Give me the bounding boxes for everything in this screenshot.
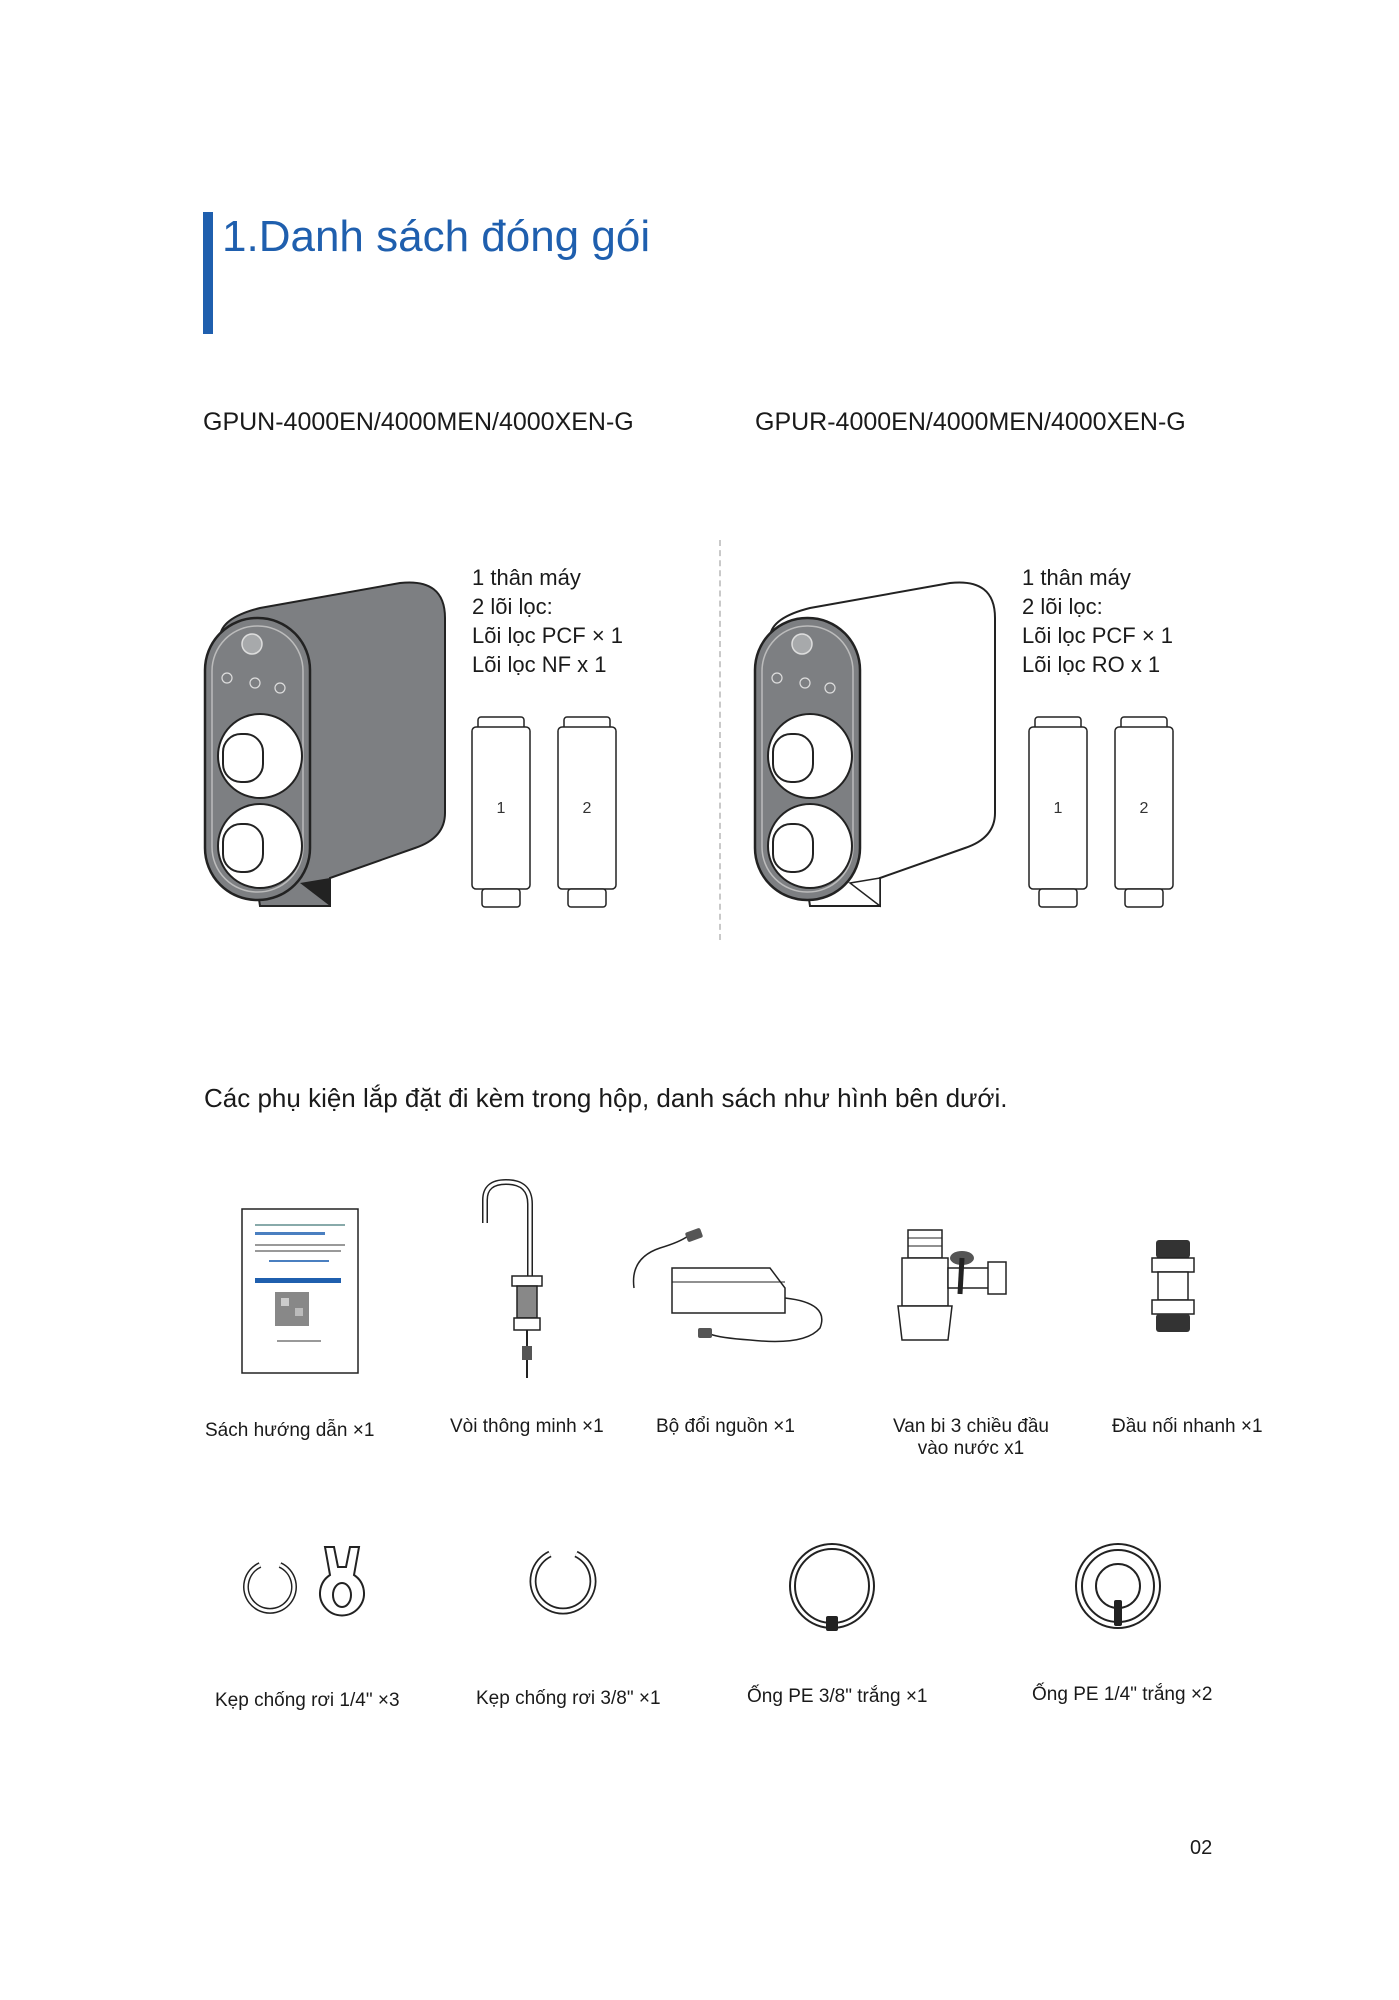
model-1-spec-list — [472, 563, 623, 679]
accessory-caption: Kẹp chống rơi 3/8" ×1 — [476, 1688, 661, 1709]
cartridge-2-icon — [556, 715, 618, 915]
smart-faucet-icon — [470, 1178, 560, 1383]
spec-line: Lõi lọc NF x 1 — [472, 652, 607, 677]
model-2-spec-list — [1022, 563, 1173, 679]
pe-tube-quarter-inch-icon — [1072, 1540, 1164, 1632]
cartridge-label: 1 — [1053, 800, 1063, 817]
purifier-unit-white-icon — [750, 578, 1000, 918]
quick-connector-icon — [1148, 1238, 1198, 1338]
cartridge-label: 2 — [582, 800, 592, 817]
model-name-gpur: GPUR-4000EN/4000MEN/4000XEN-G — [755, 408, 1186, 436]
spec-line: 2 lõi lọc: — [472, 594, 553, 619]
clip-three-eighths-icon — [528, 1548, 598, 1623]
accessory-caption: Đầu nối nhanh ×1 — [1112, 1416, 1263, 1437]
accessory-caption: Ống PE 1/4" trắng ×2 — [1032, 1684, 1213, 1705]
accessories-intro: Các phụ kiện lắp đặt đi kèm trong hộp, danh sách như hình bên dưới. — [204, 1083, 1008, 1113]
accessory-caption-multiline — [888, 1416, 1054, 1460]
cartridge-label: 1 — [496, 800, 506, 817]
model-name-gpun: GPUN-4000EN/4000MEN/4000XEN-G — [203, 408, 634, 436]
purifier-unit-gray-icon — [200, 578, 450, 918]
spec-line: 2 lõi lọc: — [1022, 594, 1103, 619]
accessory-caption: Vòi thông minh ×1 — [450, 1416, 604, 1437]
spec-line: 1 thân máy — [1022, 565, 1131, 590]
cartridge-1-icon — [470, 715, 532, 915]
spec-line: Lõi lọc PCF × 1 — [472, 623, 624, 648]
power-adapter-icon — [630, 1228, 830, 1358]
models-divider — [719, 540, 721, 940]
caption-line: vào nước x1 — [917, 1438, 1025, 1459]
spec-line: Lõi lọc RO x 1 — [1022, 652, 1161, 677]
page-title: 1.Danh sách đóng gói — [222, 212, 651, 261]
page-number: 02 — [1190, 1837, 1213, 1859]
clip-quarter-inch-icon — [242, 1545, 377, 1625]
spec-line: Lõi lọc PCF × 1 — [1022, 623, 1174, 648]
spec-line: 1 thân máy — [472, 565, 581, 590]
accessory-caption: Bộ đổi nguồn ×1 — [656, 1416, 795, 1437]
accessory-caption: Kẹp chống rơi 1/4" ×3 — [215, 1690, 400, 1711]
manual-booklet-icon — [241, 1208, 359, 1374]
heading-accent-bar — [203, 212, 213, 334]
cartridge-2-icon — [1113, 715, 1175, 915]
cartridge-1-icon — [1027, 715, 1089, 915]
caption-line: Van bi 3 chiều đầu — [893, 1416, 1049, 1437]
accessory-caption: Ống PE 3/8" trắng ×1 — [747, 1686, 928, 1707]
ball-valve-icon — [888, 1228, 1018, 1348]
cartridge-label: 2 — [1139, 800, 1149, 817]
accessory-caption: Sách hướng dẫn ×1 — [205, 1420, 375, 1441]
pe-tube-three-eighths-icon — [786, 1540, 878, 1632]
